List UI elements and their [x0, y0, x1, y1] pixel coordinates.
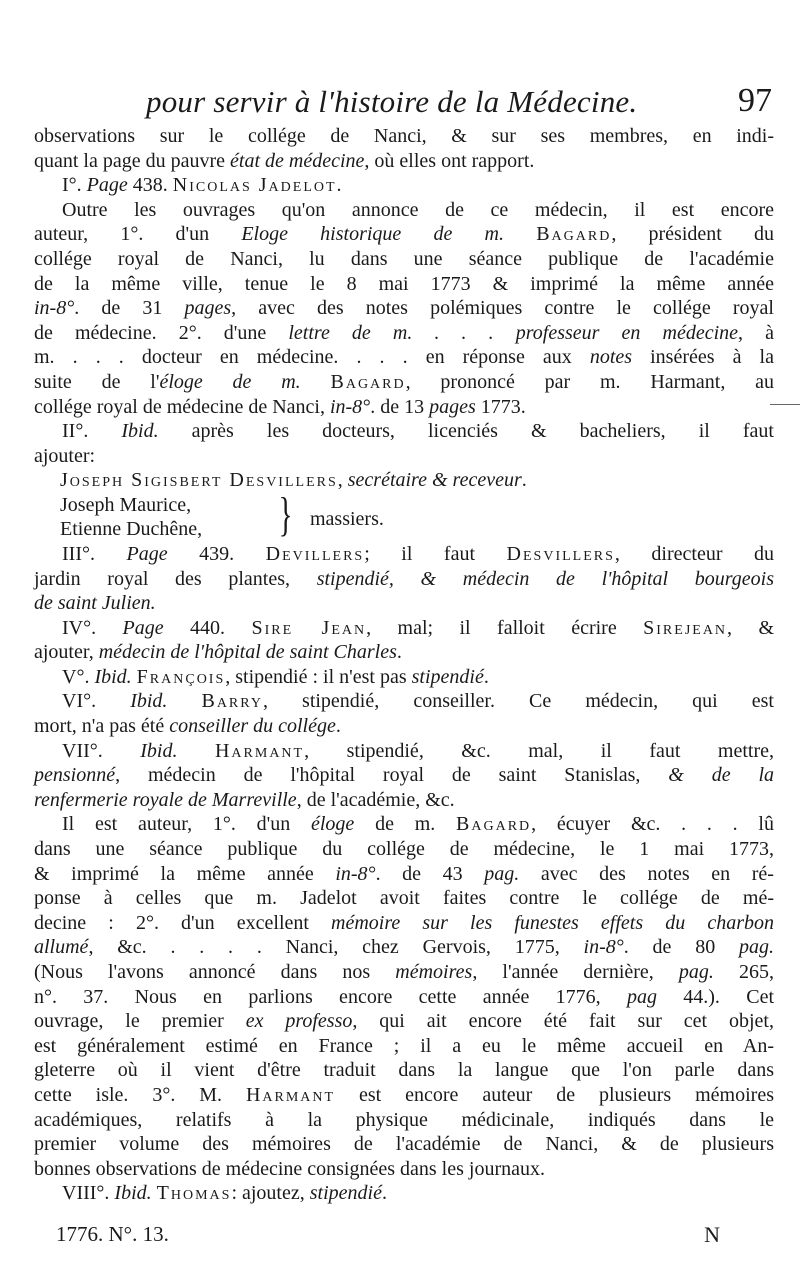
italic-span: allumé	[34, 936, 89, 959]
italic-span: pag.	[678, 961, 714, 983]
text-line	[34, 222, 774, 247]
text-span: bonnes observations de médecine consignées dans les journaux.	[34, 1157, 545, 1180]
page-number: 97	[738, 82, 772, 119]
text-span: VI°.	[62, 690, 131, 713]
text-span: mort, n'a pas été	[34, 715, 170, 738]
text-span: , écuyer &c. . . . lû	[531, 813, 774, 836]
italic-span: in-8°	[335, 862, 376, 885]
text-line	[34, 1181, 774, 1206]
margin-rule	[770, 404, 800, 405]
text-span: ouvrage, le premier	[34, 1010, 246, 1033]
small-caps-name: Nicolas Jadelot	[172, 174, 337, 197]
small-caps-name: Sirejean	[643, 616, 728, 639]
text-line	[34, 1058, 774, 1083]
text-span: , stipendié, &c. mal, il faut mettre,	[304, 739, 775, 762]
italic-span: notes	[589, 346, 633, 369]
text-line	[34, 345, 774, 370]
text-line	[34, 911, 774, 936]
text-span: , stipendié, conseiller. Ce médecin, qui est	[262, 690, 774, 713]
text-line	[34, 296, 774, 321]
text-span: ajouter,	[34, 641, 99, 664]
text-span: .	[381, 1182, 387, 1205]
body-text	[34, 124, 774, 1206]
text-span: de m.	[354, 813, 457, 836]
text-span: 1773.	[475, 395, 526, 418]
small-caps-name: Bagard	[456, 813, 532, 836]
text-span: III°.	[62, 542, 127, 565]
text-span: premier volume des mémoires de l'académie de Nanci, & de plusieurs	[34, 1133, 774, 1156]
italic-span: éloge de m.	[159, 370, 301, 393]
text-line	[34, 1009, 774, 1034]
text-span: VIII°.	[62, 1182, 115, 1205]
text-line	[34, 640, 774, 665]
text-span: .	[396, 641, 402, 664]
text-line	[34, 395, 774, 420]
brace-name-0: Joseph Maurice,	[60, 493, 192, 516]
text-span: Outre les ouvrages qu'on annonce de ce médecin, il est encore	[62, 198, 774, 221]
text-line	[34, 173, 774, 198]
text-span: , &c. . . . . Nanci, chez Gervois, 1775,	[88, 936, 584, 959]
text-line	[34, 788, 774, 813]
text-span	[504, 223, 536, 245]
text-span: quant la page du pauvre	[34, 149, 231, 172]
curly-brace: }	[278, 487, 293, 541]
text-span: est encore auteur de plusieurs mémoires	[335, 1083, 774, 1106]
italic-span: lettre de m. . . . professeur en médecine	[288, 321, 739, 344]
text-line	[34, 542, 774, 567]
italic-span: Ibid.	[94, 665, 132, 688]
text-span: : ajoutez,	[231, 1182, 310, 1205]
text-line	[34, 444, 774, 469]
small-caps-name: Harmant	[245, 1083, 336, 1106]
italic-span: éloge	[311, 813, 355, 836]
brace-name-1: Etienne Duchêne,	[60, 517, 203, 540]
italic-span: mémoires	[395, 961, 473, 983]
italic-span: de saint Julien.	[34, 592, 156, 615]
text-span: .	[483, 665, 489, 688]
text-span: 440.	[163, 616, 252, 639]
italic-span: pensionné	[34, 764, 116, 787]
italic-span: in-8°	[329, 395, 371, 418]
text-line	[34, 1034, 774, 1059]
text-span: , mal; il falloit écrire	[366, 616, 644, 639]
italic-span: pag	[626, 985, 657, 1008]
small-caps-name: Devillers	[265, 542, 365, 565]
small-caps-name: Desvillers	[506, 542, 615, 565]
italic-span: stipendié	[309, 1182, 382, 1205]
text-span: jardin royal des plantes,	[34, 567, 317, 590]
text-span: II°.	[62, 420, 122, 443]
text-span: insérées à la	[632, 346, 774, 369]
text-line	[34, 567, 774, 592]
text-line	[34, 321, 774, 346]
text-line	[34, 714, 774, 739]
text-span: , prononcé par m. Harmant, au	[405, 370, 775, 393]
text-span: observations sur le collége de Nanci, & sur ses membres, en indi-	[34, 125, 774, 147]
text-line	[34, 886, 774, 911]
text-line	[34, 616, 774, 641]
text-line	[34, 960, 774, 985]
text-span: , président du	[611, 223, 774, 246]
small-caps-name: Sire Jean	[251, 616, 367, 639]
text-span: auteur, 1°. d'un	[34, 223, 242, 246]
italic-span: & de la	[668, 764, 774, 787]
text-span: m. . . . docteur en médecine. . . . en réponse aux	[34, 346, 590, 369]
italic-span: pag.	[484, 862, 520, 885]
text-line	[34, 935, 774, 960]
text-line	[34, 739, 774, 764]
text-span: de médecine. 2°. d'une	[34, 321, 289, 344]
italic-span: Eloge historique de m.	[241, 223, 504, 246]
text-span: ponse à celles que m. Jadelot avoit faites contre le collége de mé-	[34, 887, 774, 910]
text-span: 439.	[167, 542, 266, 565]
small-caps-name: Barry	[201, 690, 263, 713]
text-line	[34, 198, 774, 223]
italic-span: Ibid.	[121, 420, 159, 443]
text-span: cette isle. 3°. M.	[34, 1083, 246, 1106]
italic-span: renfermerie royale de Marreville	[34, 788, 297, 811]
italic-span: Page	[86, 174, 128, 197]
text-span: est généralement estimé en France ; il a eu le même accueil en An-	[34, 1034, 774, 1057]
text-span: .	[336, 174, 342, 197]
text-line	[34, 985, 774, 1010]
text-span: collége royal de Nanci, lu dans une séance publique de l'académie	[34, 247, 774, 270]
running-title: pour servir à l'histoire de la Médecine.	[146, 84, 638, 119]
text-line	[34, 812, 774, 837]
text-span: . de 80	[623, 936, 739, 959]
text-span: . de 31	[74, 297, 185, 320]
italic-span: pag.	[739, 936, 774, 959]
text-line	[34, 468, 774, 493]
text-span: ; il faut	[364, 542, 507, 565]
text-line	[34, 1108, 774, 1133]
italic-span: Ibid.	[140, 739, 178, 762]
small-caps-name: Thomas	[156, 1182, 232, 1205]
text-span: IV°.	[62, 616, 123, 639]
text-span: 438.	[127, 174, 173, 197]
text-span: , l'année dernière,	[472, 961, 679, 983]
text-line	[34, 1132, 774, 1157]
small-caps-name: François	[136, 665, 226, 688]
text-span: , à	[738, 321, 774, 344]
small-caps-name: Harmant	[214, 739, 305, 762]
text-line	[34, 862, 774, 887]
text-span: , médecin de l'hôpital royal de saint Stanislas,	[115, 764, 669, 787]
page-footer	[56, 1222, 756, 1252]
text-line	[34, 272, 774, 297]
signature-mark: 1776. N°. 13.	[56, 1222, 169, 1246]
italic-span: secrétaire & receveur	[347, 469, 522, 492]
brace-label: massiers.	[310, 507, 384, 530]
text-span: , stipendié : il n'est pas	[225, 665, 412, 688]
text-line	[34, 665, 774, 690]
text-span: & imprimé la même année	[34, 862, 336, 885]
text-span: 44.). Cet	[656, 985, 774, 1008]
italic-span: médecin de l'hôpital de saint Charles	[98, 641, 397, 664]
text-line	[34, 370, 774, 395]
text-span	[167, 690, 201, 712]
text-span: , avec des notes polémiques contre le collége royal	[231, 297, 774, 320]
text-span: .	[521, 469, 527, 492]
massiers-brace-group	[34, 487, 774, 542]
text-span: VII°.	[62, 739, 141, 762]
text-span: . de 13	[370, 395, 430, 418]
italic-span: pages	[184, 297, 232, 320]
text-line	[34, 419, 774, 444]
text-line	[34, 689, 774, 714]
text-span: 265,	[713, 961, 775, 983]
text-span: I°.	[62, 174, 87, 197]
text-span: de la même ville, tenue le 8 mai 1773 & imprimé la même année	[34, 272, 774, 295]
italic-span: conseiller du collége	[169, 715, 336, 738]
text-span: avec des notes en ré-	[519, 862, 774, 885]
text-span: dans une séance publique du collége de médecine, le 1 mai 1773,	[34, 838, 774, 861]
text-line	[34, 837, 774, 862]
text-line	[34, 124, 774, 149]
text-span: gleterre où il vient d'être traduit dans la langue que l'on parle dans	[34, 1059, 774, 1082]
italic-span: Page	[122, 616, 164, 639]
text-span: .	[335, 715, 341, 738]
italic-span: ex professo	[245, 1010, 353, 1033]
italic-span: Page	[126, 542, 168, 565]
small-caps-name: Joseph Sigisbert Desvillers	[60, 469, 338, 492]
text-span: , où elles ont rapport.	[364, 149, 535, 172]
text-line	[34, 1083, 774, 1108]
gathering-letter: N	[704, 1222, 720, 1247]
small-caps-name: Bagard	[536, 223, 612, 246]
text-span: , directeur du	[614, 542, 775, 565]
italic-span: stipendié, & médecin de l'hôpital bourgeois	[316, 567, 774, 590]
italic-span: in-8°	[583, 936, 624, 959]
small-caps-name: Bagard	[330, 370, 406, 393]
text-span: académiques, relatifs à la physique médicinale, indiqués dans le	[34, 1108, 774, 1131]
text-line	[34, 591, 774, 616]
text-line	[34, 1157, 774, 1182]
italic-span: in-8°	[34, 297, 75, 320]
italic-span: pages	[429, 395, 476, 418]
text-span: suite de l'	[34, 370, 160, 393]
italic-span: stipendié	[411, 665, 484, 688]
text-span: ajouter:	[34, 444, 96, 467]
text-line	[34, 247, 774, 272]
text-span	[177, 740, 215, 762]
italic-span: Ibid.	[130, 690, 168, 713]
text-span	[301, 371, 331, 393]
text-span: , qui ait encore été fait sur cet objet,	[352, 1010, 774, 1033]
text-line	[34, 149, 774, 174]
text-span: n°. 37. Nous en parlions encore cette année 1776,	[34, 985, 627, 1008]
text-span: , de l'académie, &c.	[296, 788, 455, 811]
text-span: après les docteurs, licenciés & bacheliers, il faut	[158, 420, 774, 443]
text-span: . de 43	[375, 862, 485, 885]
text-span: , &	[727, 616, 775, 639]
italic-span: état de médecine	[230, 149, 365, 172]
text-span: (Nous l'avons annoncé dans nos	[34, 961, 396, 983]
text-span: decine : 2°. d'un excellent	[34, 911, 332, 934]
text-span: ,	[337, 469, 348, 492]
italic-span: mémoire sur les funestes effets du charbon	[331, 911, 774, 934]
italic-span: Ibid.	[114, 1182, 152, 1205]
text-span: collége royal de médecine de Nanci,	[34, 395, 330, 418]
text-line	[34, 763, 774, 788]
text-span: Il est auteur, 1°. d'un	[62, 813, 311, 836]
text-span: V°.	[62, 665, 95, 688]
